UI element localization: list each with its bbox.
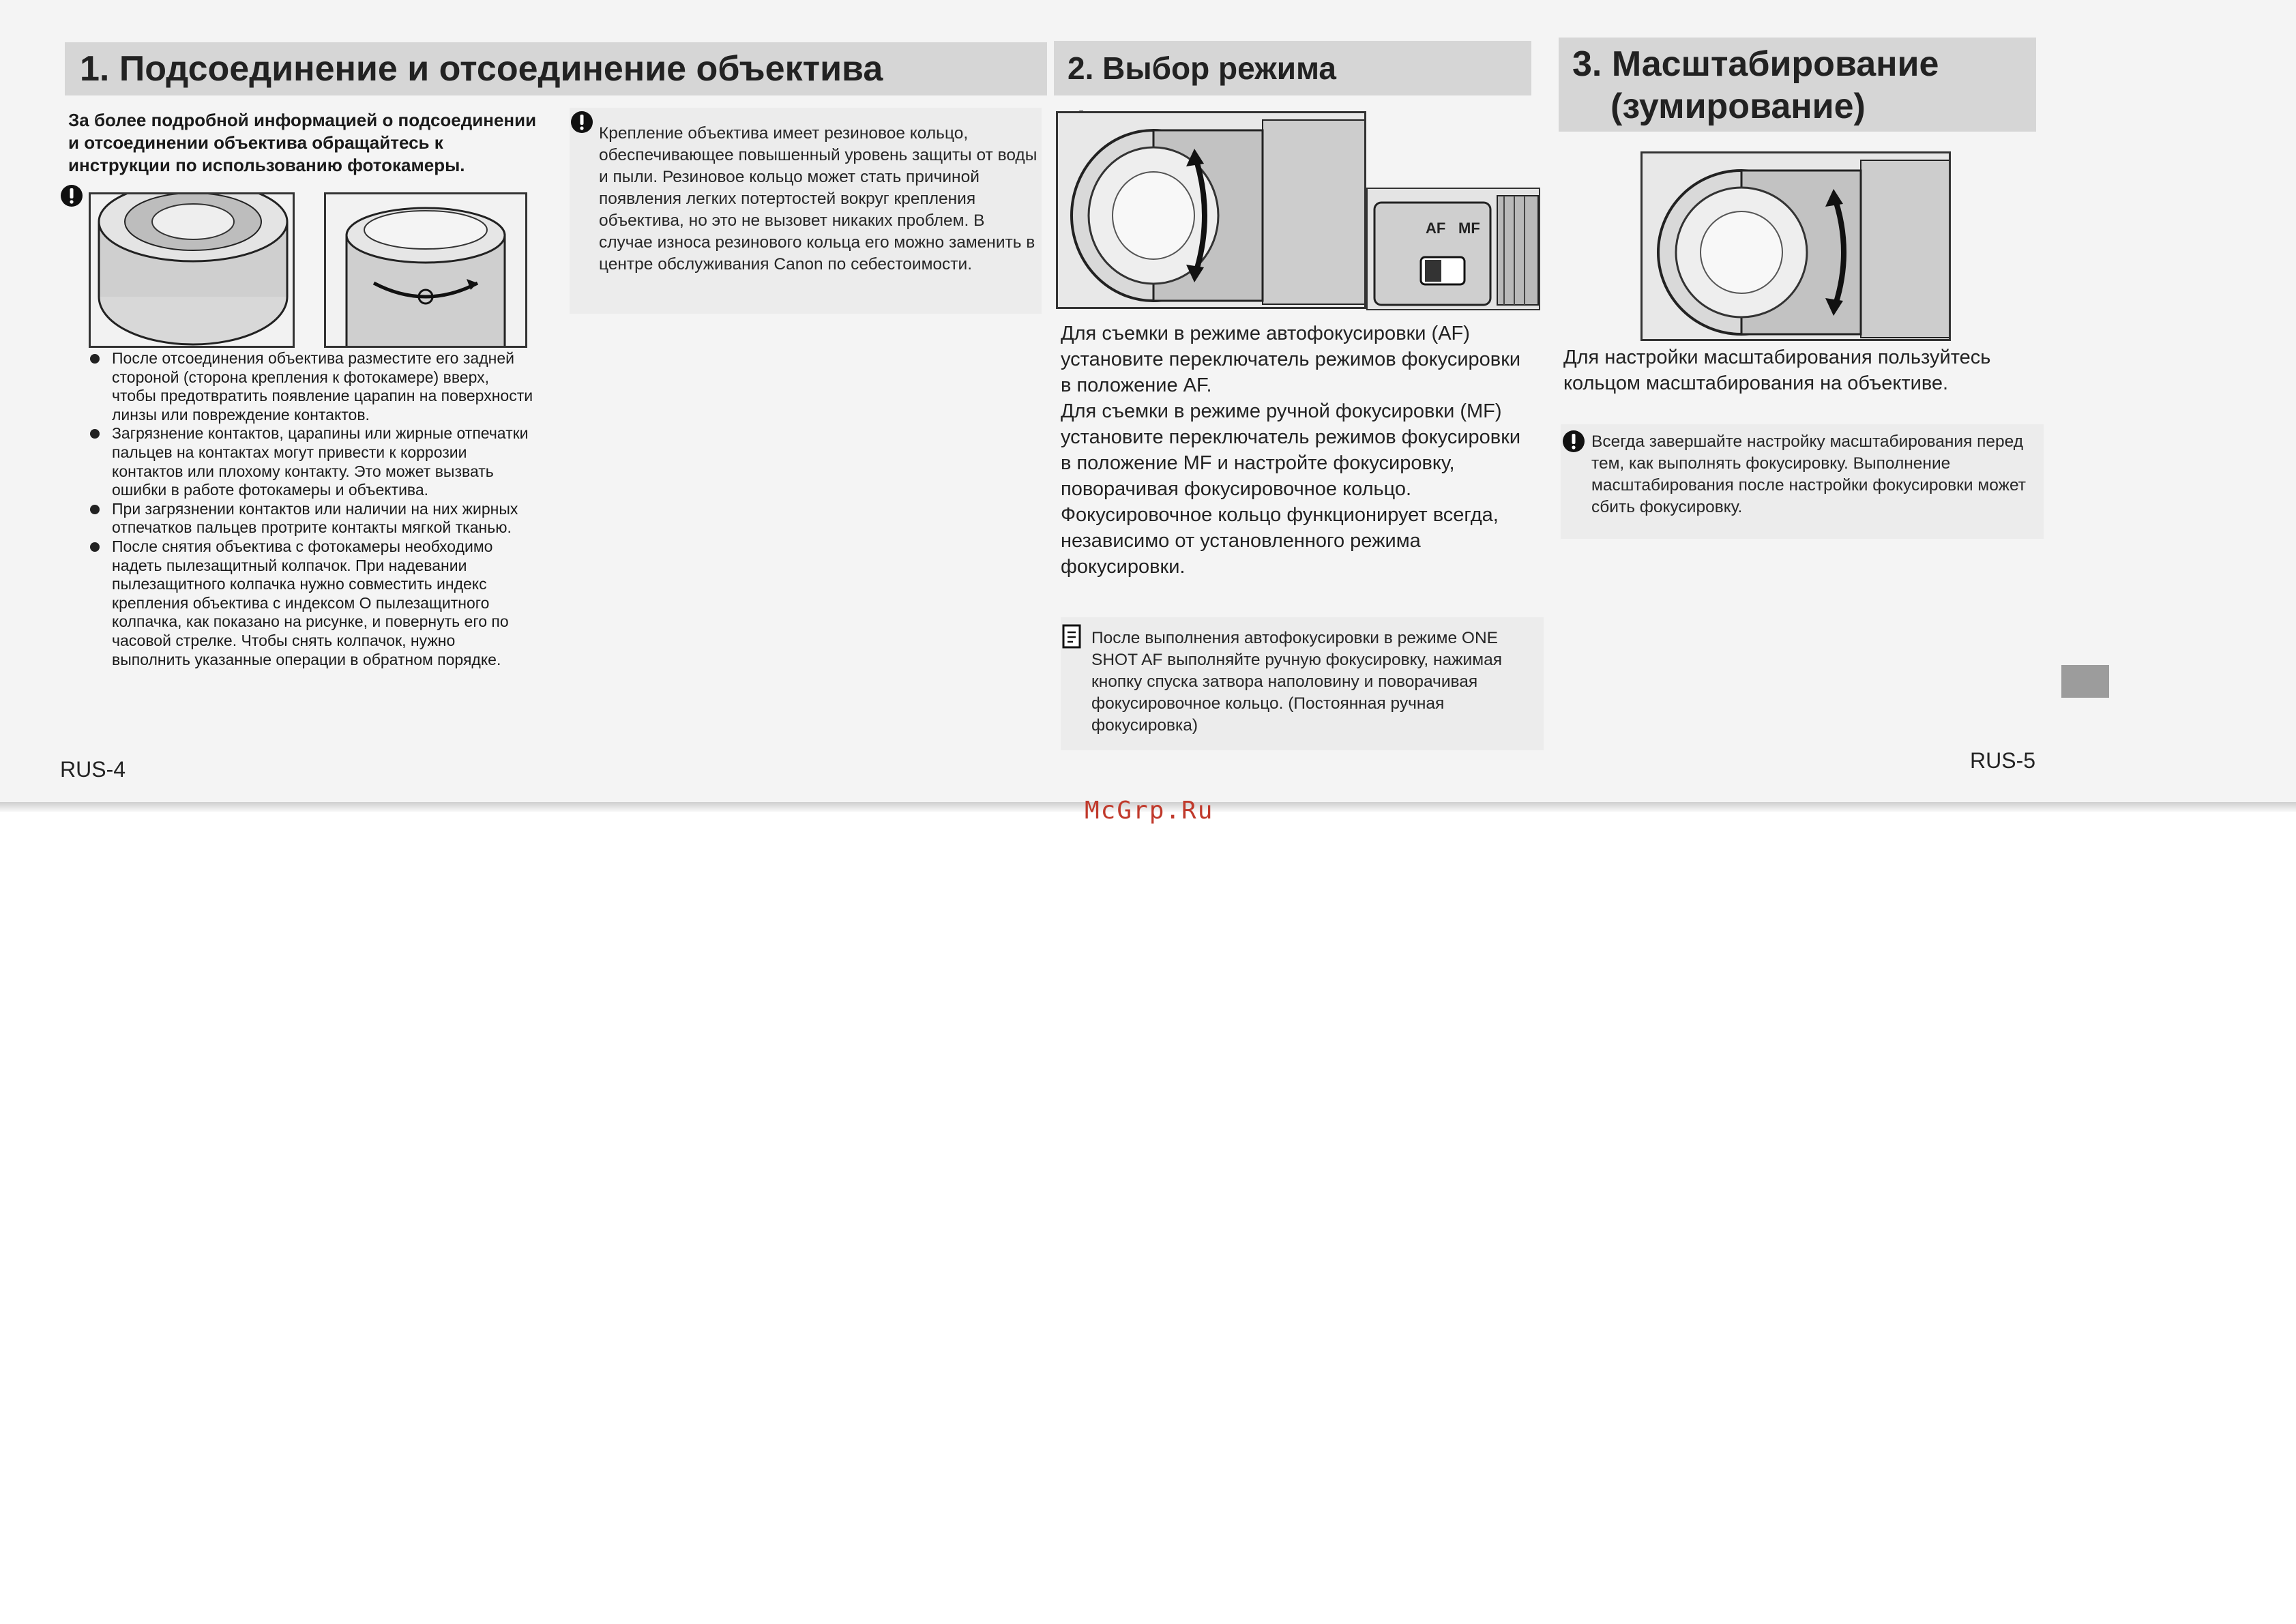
section2-paragraph-mf: Для съемки в режиме ручной фокусировки (MF) установите переключатель режимов фокусировки в положение MF и настройте фокусировку, поворачивая фокусировочное кольцо.	[1061, 400, 1521, 500]
section1-bullet-list	[87, 349, 538, 669]
page-number-left: RUS-4	[60, 757, 126, 782]
caution-icon	[60, 184, 83, 207]
section2-note-text: После выполнения автофокусировки в режиме ONE SHOT AF выполняйте ручную фокусировку, нажимая кнопку спуска затвора наполовину и поворачивая фокусировочное кольцо. (Постоянная ручная фокусировка)	[1091, 629, 1502, 735]
list-item: При загрязнении контактов или наличии на них жирных отпечатков пальцев протрите контакты мягкой тканью.	[87, 500, 538, 537]
switch-label-mf: MF	[1458, 220, 1480, 237]
caution-icon	[1562, 430, 1585, 453]
switch-label-af: AF	[1426, 220, 1446, 237]
list-item: После снятия объектива с фотокамеры необходимо надеть пылезащитный колпачок. При надевании пылезащитного колпачка нужно совместить индекс крепления объектива с индексом О пылезащитного колпачка, как показано на рисунке, и повернуть его по часовой стрелке. Чтобы снять колпачок, нужно выполнить указанные операции в обратном порядке.	[87, 537, 538, 669]
list-item: Загрязнение контактов, царапины или жирные отпечатки пальцев на контактах могут привести к коррозии контактов или плохому контакту. Это может вызвать ошибки в работе фотокамеры и объектива.	[87, 424, 538, 499]
section2-body	[1061, 321, 1531, 580]
section2-paragraph-af: Для съемки в режиме автофокусировки (AF) установите переключатель режимов фокусировки в положение AF.	[1061, 323, 1521, 396]
memo-icon	[1062, 624, 1083, 650]
section1-warning-text: Крепление объектива имеет резиновое кольцо, обеспечивающее повышенный уровень защиты от воды и пыли. Резиновое кольцо может стать причиной появления легких потертостей вокруг крепления объектива, но это не вызовет никаких проблем. В случае износа резинового кольца его можно заменить в центре обслуживания Canon по себестоимости.	[599, 124, 1037, 274]
page-number-right: RUS-5	[1970, 748, 2036, 773]
section2-heading: 2. Выбор режима	[1054, 41, 1531, 95]
section1-intro: За более подробной информацией о подсоединении и отсоединении объектива обращайтесь к инструкции по использованию фотокамеры.	[68, 110, 537, 175]
focus-ring-illustration	[1056, 111, 1366, 309]
section1-heading: 1. Подсоединение и отсоединение объектива	[65, 42, 1047, 95]
watermark-logo: McGrp.Ru	[1085, 797, 1214, 825]
list-item: После отсоединения объектива разместите его задней стороной (сторона крепления к фотокамере) вверх, чтобы предотвратить появление царапин на поверхности линзы или повреждение контактов.	[87, 349, 538, 424]
lens-dust-cap-illustration	[324, 192, 527, 348]
section3-heading-line2: (зумирование)	[1610, 87, 1866, 126]
focus-mode-switch-illustration	[1366, 188, 1540, 310]
section2-paragraph-ring: Фокусировочное кольцо функционирует всегда, независимо от установленного режима фокусировки.	[1061, 504, 1499, 578]
section3-body: Для настройки масштабирования пользуйтесь кольцом масштабирования на объективе.	[1563, 346, 1991, 394]
edge-tab-marker	[2061, 665, 2109, 698]
section3-heading	[1559, 38, 2036, 132]
lens-rear-illustration	[89, 192, 295, 348]
section3-heading-line1: 3. Масштабирование	[1572, 44, 1939, 84]
caution-icon	[570, 110, 593, 134]
zoom-ring-illustration	[1640, 151, 1951, 341]
section3-warning-text: Всегда завершайте настройку масштабирования перед тем, как выполнять фокусировку. Выполнение масштабирования после настройки фокусировки может сбить фокусировку.	[1591, 432, 2026, 516]
